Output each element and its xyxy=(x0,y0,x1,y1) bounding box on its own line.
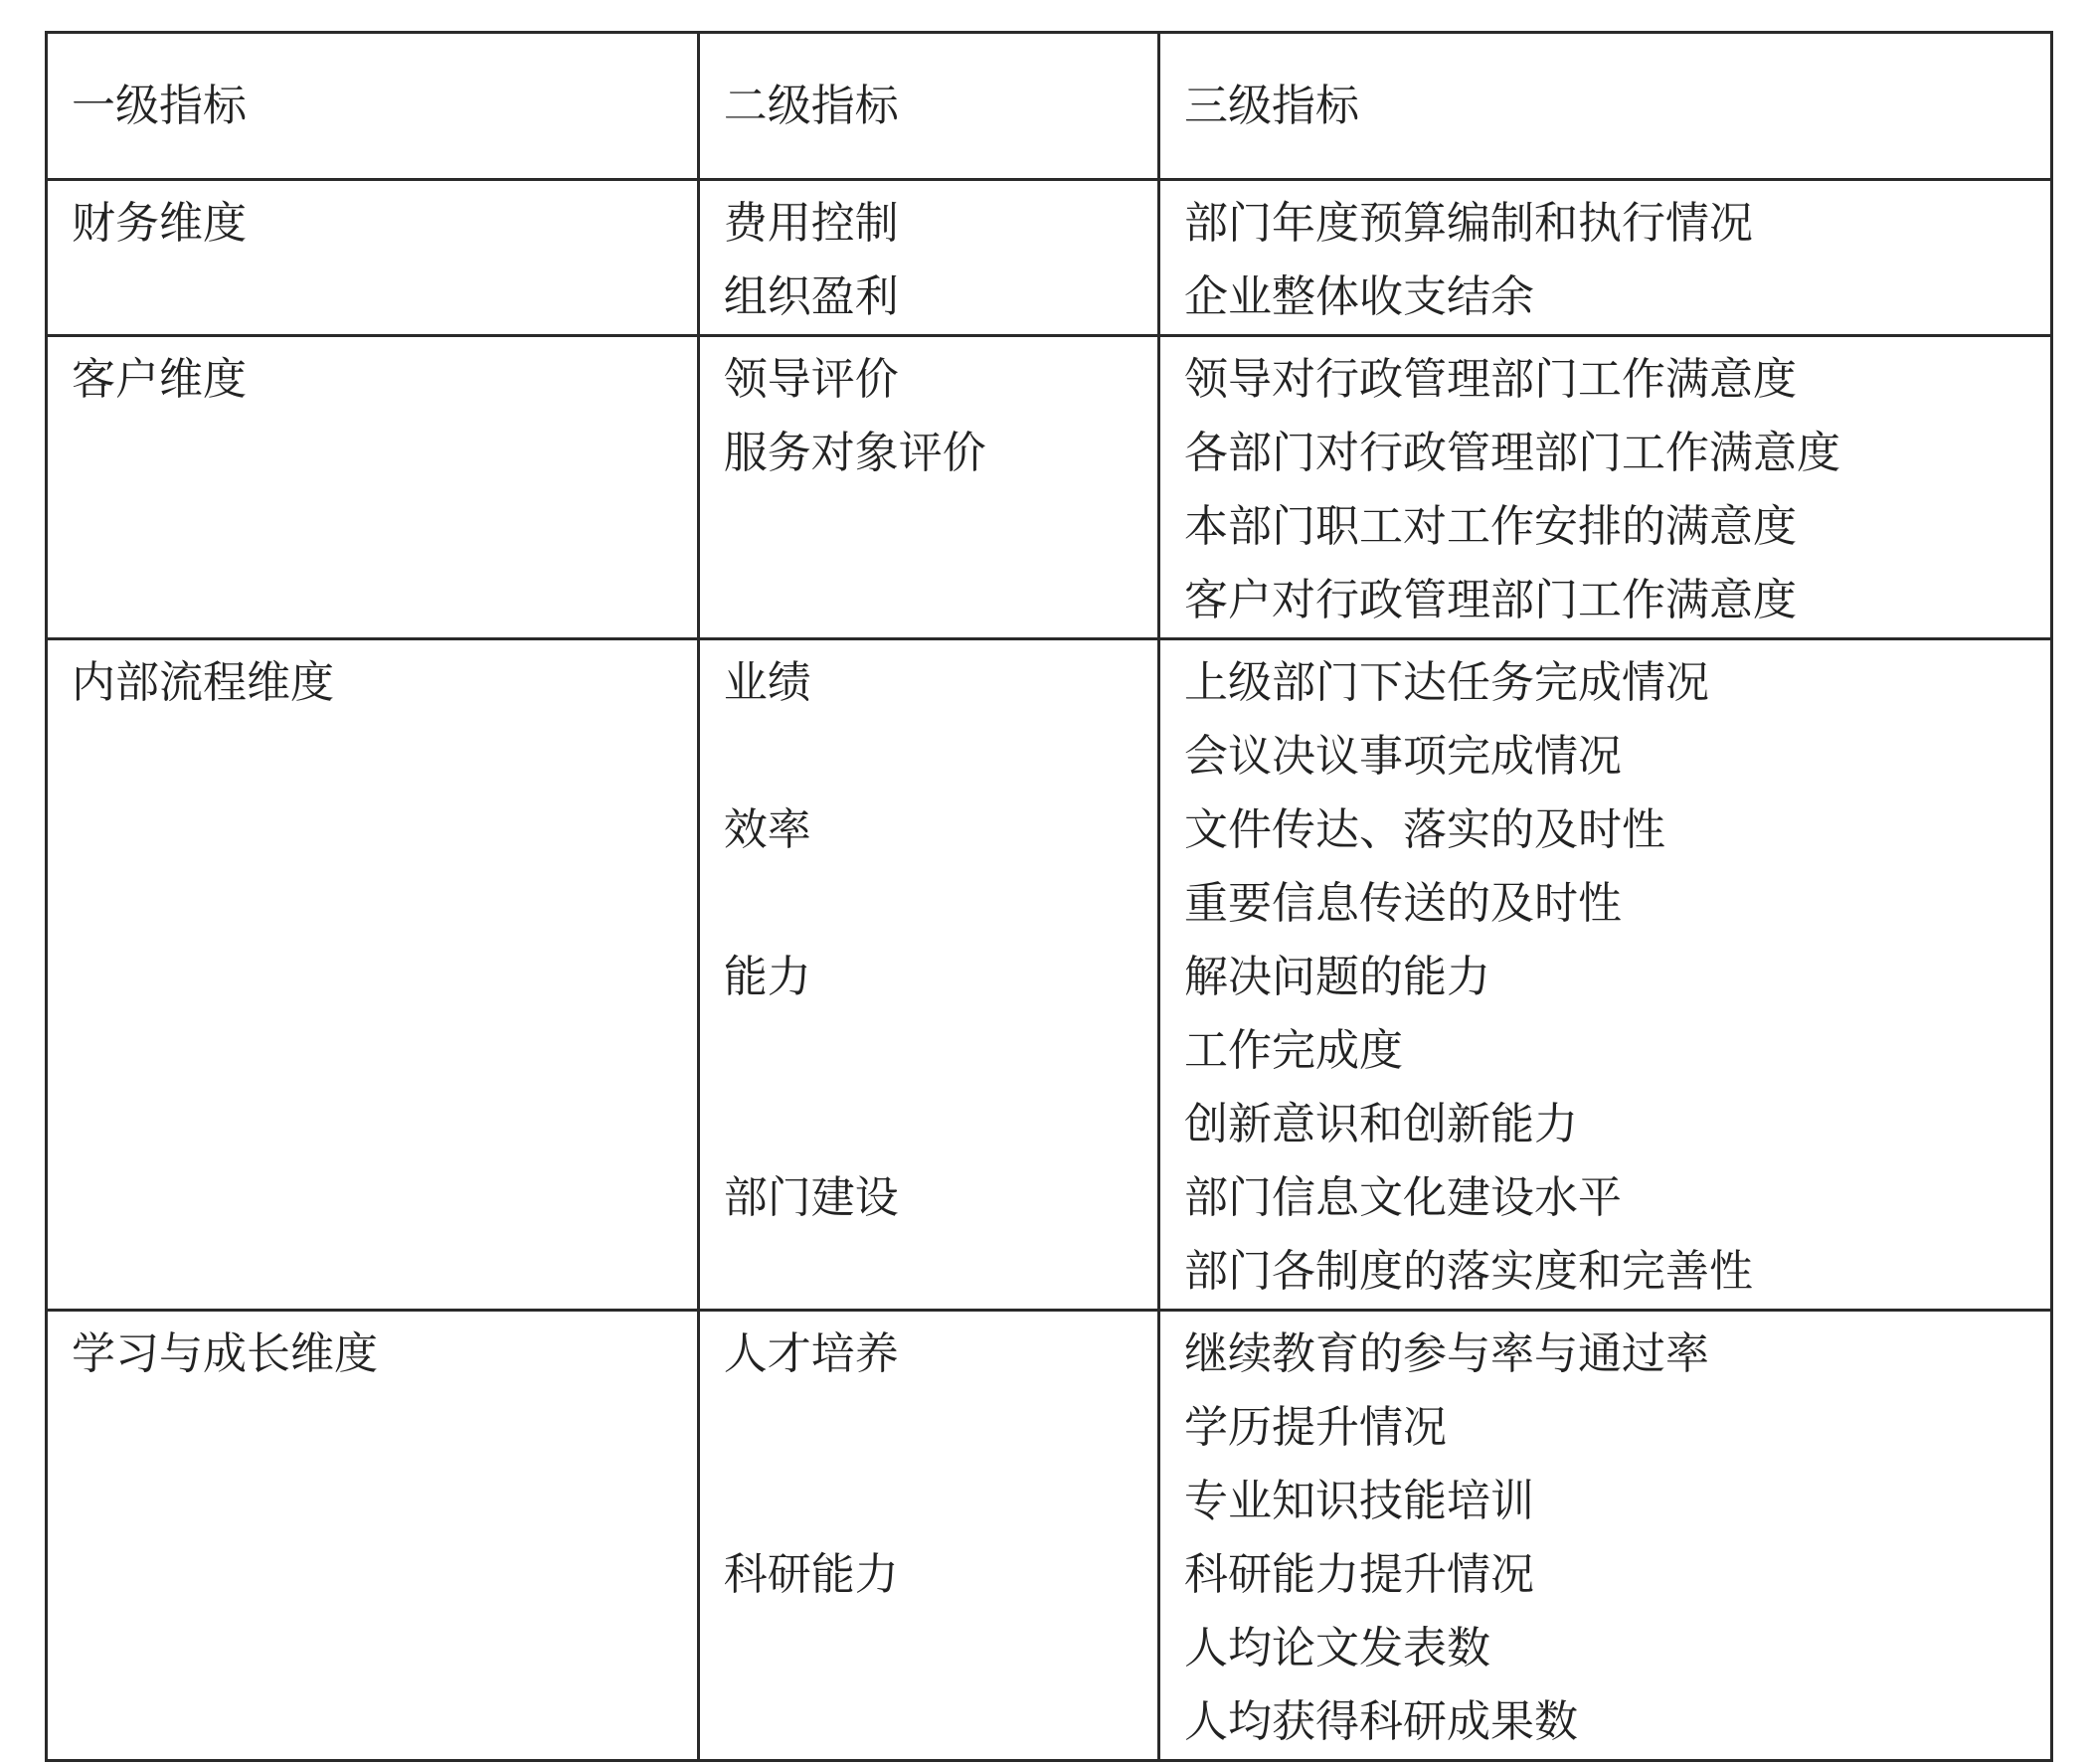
level2-item xyxy=(724,1088,1157,1161)
level2-item: 效率 xyxy=(723,804,811,855)
level3-item: 工作完成度 xyxy=(1183,1025,1403,1076)
level3-item: 人均获得科研成果数 xyxy=(1183,1696,1578,1747)
level1-label: 客户维度 xyxy=(72,354,247,405)
level2-cell xyxy=(698,639,1158,1311)
level3-item: 上级部门下达任务完成情况 xyxy=(1183,657,1709,708)
header-level2: 二级指标 xyxy=(698,33,1158,180)
level2-item xyxy=(724,1235,1157,1309)
indicator-table xyxy=(45,31,2053,1762)
table-row xyxy=(47,180,2052,336)
level2-cell xyxy=(698,1311,1158,1761)
level3-item: 学历提升情况 xyxy=(1183,1402,1447,1453)
level2-item: 领导评价 xyxy=(723,354,899,405)
level3-cell xyxy=(1158,180,2051,336)
level2-item: 服务对象评价 xyxy=(723,428,986,478)
level3-item: 专业知识技能培训 xyxy=(1183,1476,1534,1526)
level2-item xyxy=(724,1465,1157,1538)
level3-item: 领导对行政管理部门工作满意度 xyxy=(1183,354,1797,405)
level3-item: 部门年度预算编制和执行情况 xyxy=(1183,198,1753,249)
table-header-row xyxy=(47,33,2052,180)
level2-cell xyxy=(698,180,1158,336)
level2-item: 能力 xyxy=(723,952,811,1002)
level2-item xyxy=(724,867,1157,941)
level1-cell xyxy=(47,639,699,1311)
level1-cell xyxy=(47,180,699,336)
level3-cell xyxy=(1158,336,2051,639)
level2-item xyxy=(724,1391,1157,1465)
level2-item xyxy=(724,1612,1157,1685)
level2-item xyxy=(724,1685,1157,1759)
level2-item xyxy=(724,720,1157,794)
level2-item: 科研能力 xyxy=(723,1549,899,1600)
level3-item: 人均论文发表数 xyxy=(1183,1623,1490,1674)
table-row xyxy=(47,639,2052,1311)
level2-cell xyxy=(698,336,1158,639)
header-level1: 一级指标 xyxy=(47,33,699,180)
level3-item: 客户对行政管理部门工作满意度 xyxy=(1183,575,1797,625)
level3-item: 科研能力提升情况 xyxy=(1183,1549,1534,1600)
level2-item: 业绩 xyxy=(723,657,811,708)
level2-item: 组织盈利 xyxy=(723,271,899,322)
level2-item: 费用控制 xyxy=(723,198,899,249)
level3-item: 会议决议事项完成情况 xyxy=(1183,731,1622,782)
level1-cell xyxy=(47,1311,699,1761)
level2-item: 部门建设 xyxy=(723,1172,899,1223)
level1-label: 学习与成长维度 xyxy=(72,1328,378,1379)
level1-cell xyxy=(47,336,699,639)
level3-item: 继续教育的参与率与通过率 xyxy=(1183,1328,1709,1379)
level2-item: 人才培养 xyxy=(723,1328,899,1379)
level1-label: 财务维度 xyxy=(72,198,247,249)
level3-item: 部门信息文化建设水平 xyxy=(1183,1172,1622,1223)
level3-item: 文件传达、落实的及时性 xyxy=(1183,804,1665,855)
header-level3: 三级指标 xyxy=(1158,33,2051,180)
level3-item: 部门各制度的落实度和完善性 xyxy=(1183,1246,1753,1297)
level3-item: 创新意识和创新能力 xyxy=(1183,1099,1578,1149)
table-row xyxy=(47,336,2052,639)
level3-cell xyxy=(1158,1311,2051,1761)
level1-label: 内部流程维度 xyxy=(72,657,334,708)
level2-item xyxy=(724,1014,1157,1088)
level3-item: 企业整体收支结余 xyxy=(1183,271,1534,322)
level3-item: 本部门职工对工作安排的满意度 xyxy=(1183,501,1797,552)
table-row xyxy=(47,1311,2052,1761)
level3-item: 解决问题的能力 xyxy=(1183,952,1490,1002)
level3-item: 重要信息传送的及时性 xyxy=(1183,878,1622,929)
level3-cell xyxy=(1158,639,2051,1311)
level3-item: 各部门对行政管理部门工作满意度 xyxy=(1183,428,1840,478)
